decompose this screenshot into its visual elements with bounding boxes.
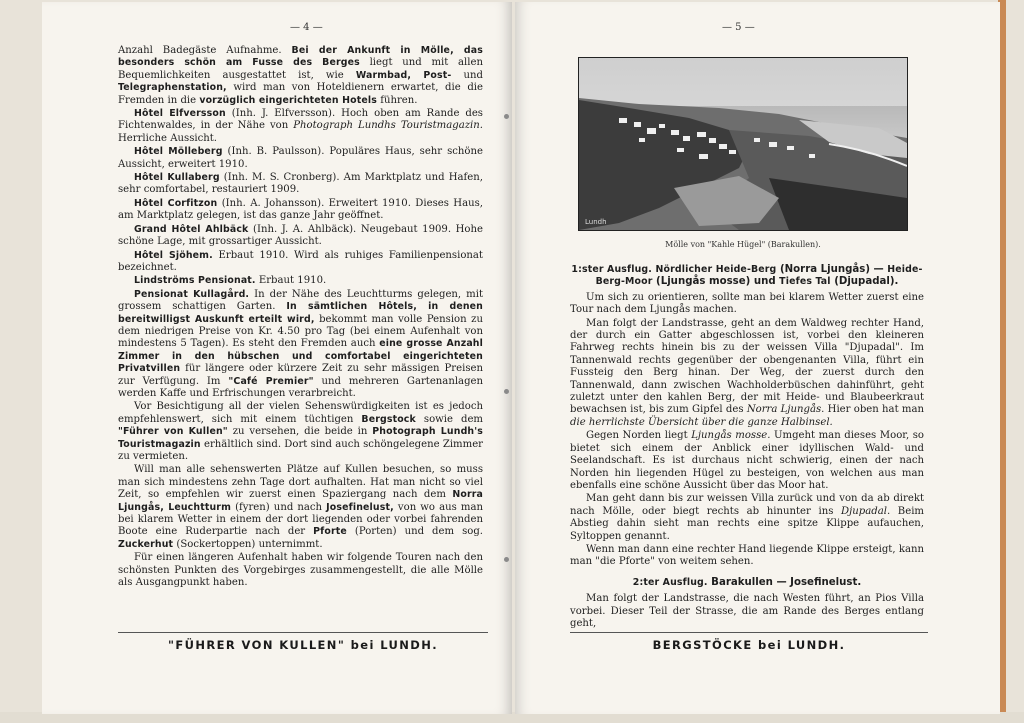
bold-text-run: Josefinelust, — [326, 501, 394, 513]
right-page — [515, 2, 1000, 714]
paragraph — [570, 593, 924, 630]
footer-advert: BERGSTÖCKE bei LUNDH. — [652, 638, 846, 652]
text-run: Anzahl Badegäste Aufnahme. — [118, 45, 292, 56]
bold-text-run: Hôtel Kullaberg — [134, 172, 220, 184]
section-heading — [570, 264, 924, 289]
bold-text-run: Zuckerhut — [118, 538, 174, 550]
text-run: Man folgt der Landstrasse, geht an dem Waldweg rechter Hand, der durch ein Gatter abgeschlossen ist, vorbei den kleineren Fahrweg rechts hinein bis zu der weissen Villa "Djupadal". Im Tannenwald rechts gegenüber der obengenanten Villa, führt ein Fussteig den Berg hinan. Der Weg, der zuerst durch den Tannenwald, dann zwischen Wachholderbüschen dahinführt, geht zuletzt unter den kahlen Berg, der mit Heide- und Blaubeerkraut bewachsen ist, bis zum Gipfel des — [570, 317, 924, 416]
text-run: Vor Besichtigung all der vielen Sehenswürdigkeiten ist es jedoch empfehlenswert, sich mit einem tüchtigen — [118, 401, 483, 425]
paragraph — [118, 552, 483, 589]
bold-text-run: Pforte — [313, 526, 347, 538]
paragraph — [570, 292, 924, 317]
italic-text-run: die herrlichste Übersicht über die ganze Halbinsel. — [570, 416, 833, 428]
paragraph — [118, 45, 483, 107]
italic-text-run: Norra Ljungås. — [746, 404, 825, 416]
svg-text:Lundh: Lundh — [585, 218, 607, 226]
paragraph — [118, 275, 483, 287]
paragraph — [570, 493, 924, 543]
right-text-column — [570, 264, 924, 631]
section-heading — [570, 577, 924, 589]
italic-text-run: Djupadal. — [841, 505, 891, 517]
text-run: Um sich zu orientieren, sollte man bei klarem Wetter zuerst eine Tour nach dem Ljungås machen. — [570, 291, 924, 316]
text-run: (Sockertoppen) unternimmt. — [173, 538, 323, 550]
bold-text-run: Hôtel Mölleberg — [134, 146, 223, 158]
staple-hole — [504, 114, 509, 119]
text-run: für längere oder kürzere Zeit zu sehr mässigen Preisen zur Verfügung. Im — [118, 363, 483, 387]
text-run: zu versehen, die beide in — [227, 426, 373, 438]
text-run: von wo aus man bei klarem Wetter in einem der dort liegenden oder vorbei fahrenden Boote eine Ruderpartie nach der — [118, 501, 483, 538]
landscape-photo — [578, 57, 908, 231]
bold-text-run: Hôtel Sjöhem. — [134, 249, 213, 261]
text-run: (Inh. M. S. Cronberg). Am Marktplatz und Hafen, sehr comfortabel, restauriert 1909. — [118, 172, 483, 196]
bold-text-run: Nördlicher Heide-Berg — [655, 264, 777, 275]
bold-text-run: "Café Premier" — [228, 375, 314, 387]
text-run: Wenn man dann eine rechter Hand liegende Klippe ersteigt, kann man "die Pforte" von weitem sehen. — [570, 543, 924, 568]
text-run: Herrliche Aussicht. — [118, 132, 218, 144]
text-run: (Norra Ljungås) — — [776, 264, 888, 275]
paragraph — [570, 318, 924, 430]
text-run: Will man alle sehenswerten Plätze auf Kullen besuchen, so muss man sich mindestens zehn Tage dort aufhalten. Hat man nicht so viel Zeit, so empfehlen wir zuerst einen Spaziergang nach dem — [118, 464, 483, 501]
bold-text-run: In sämtlichen Hôtels, in denen bereitwilligst Auskunft erteilt wird, — [118, 301, 483, 325]
staple-hole — [504, 389, 509, 394]
text-run: Gegen Norden liegt — [586, 430, 692, 442]
bold-text-run: Bei der Ankunft in Mölle, das besonders schön am Fusse des Berges — [118, 45, 483, 69]
text-run: (Inh. J. Elfversson). Hoch oben am Rande des Fichtenwaldes, in der Nähe von — [118, 108, 483, 132]
text-run: und — [451, 69, 483, 81]
page-number: — 4 — — [290, 22, 323, 33]
bold-text-run: Bergstock — [361, 413, 416, 425]
text-run: Man folgt der Landstrasse, die nach Westen führt, an Pios Villa vorbei. Dieser Teil der Strasse, die am Rande des Berges entlang geht, — [570, 593, 924, 629]
text-run: (Porten) und dem sog. — [346, 526, 483, 538]
left-page — [42, 2, 512, 714]
bold-text-run: Lindströms Pensionat. — [134, 275, 256, 287]
paragraph — [118, 146, 483, 171]
photo-caption: Mölle von "Kahle Hügel" (Barakullen). — [665, 240, 821, 249]
text-run: Umgeht man dieses Moor, so bietet sich einem der Anblick einer idyllischen Wald- und Seelandschaft. Es ist durchaus nicht schwierig, einen der nach Norden hin liegenden Hügel zu besteigen, von welchen aus man ebenfalls eine schöne Aussicht über das Moor hat. — [570, 430, 924, 491]
bold-text-run: 2:ter Ausflug. — [632, 576, 708, 588]
staple-hole — [504, 557, 509, 562]
text-run: wird man von Hoteldienern erwartet, die die Fremden in die — [118, 82, 483, 106]
bold-text-run: Norra Ljungås, Leuchtturm — [118, 489, 483, 513]
text-run: Erbaut 1910. — [255, 275, 327, 287]
text-run: liegt und mit allen Bequemlichkeiten ausgestattet ist, wie — [118, 57, 483, 81]
bold-text-run: Tiefes Tal — [779, 276, 831, 288]
text-run: (Inh. A. Johansson). Erweitert 1910. Dieses Haus, am Marktplatz gelegen, ist das ganze Jahr geöffnet. — [118, 197, 483, 222]
bold-text-run: eine grosse Anzahl Zimmer in den hübschen und comfortabel eingerichteten Privatvillen — [118, 338, 483, 375]
paragraph — [570, 430, 924, 492]
footer-rule — [570, 632, 928, 633]
text-run: Barakullen — Josefinelust. — [707, 576, 862, 588]
bold-text-run: Pensionat Kullagård. — [134, 288, 250, 300]
photo-illustration — [579, 58, 907, 230]
page-number: — 5 — — [722, 22, 755, 33]
text-run: In der Nähe des Leuchtturms gelegen, mit grossem schattigen Garten. — [118, 288, 483, 313]
italic-text-run: Photograph Lundhs Touristmagazin. — [293, 120, 483, 132]
text-run: Für einen längeren Aufenhalt haben wir folgende Touren nach den schönsten Punkten des Vorgebirges zusammengestellt, die alle Mölle als Ausgangpunkt haben. — [118, 552, 483, 589]
text-run: (Ljungås mosse) und — [652, 276, 780, 288]
text-run: sowie dem — [415, 413, 483, 425]
text-run: bekommt man volle Pension zu dem niedrigen Preise von Kr. 4.50 pro Tag (bei einem Aufenhalt von mindestens 5 Tagen). Es steht den Fremden auch — [118, 313, 483, 350]
text-run: und mehreren Gartenanlagen werden Kaffe und Erfrischungen verarbreicht. — [118, 375, 484, 399]
bold-text-run: Hôtel Elfversson — [134, 108, 226, 120]
bold-text-run: "Führer von Kullen" — [118, 426, 228, 438]
paragraph — [118, 401, 483, 463]
paragraph — [118, 250, 483, 275]
bold-text-run: Hôtel Corfitzon — [134, 197, 218, 209]
text-run: (fyren) und nach — [231, 501, 327, 513]
paragraph — [118, 289, 483, 401]
bold-text-run: Heide-Berg-Moor — [595, 264, 923, 288]
text-run: Erbaut 1910. Wird als ruhiges Familienpensionat bezeichnet. — [118, 249, 483, 273]
text-run: führen. — [377, 94, 418, 106]
text-run: Beim Abstieg dahin sieht man rechts eine spitze Klippe aufauchen, Syltoppen genannt. — [570, 505, 924, 542]
left-text-column — [118, 45, 483, 590]
bold-text-run: Warmbad, Post- — [355, 69, 452, 81]
text-run: Man geht dann bis zur weissen Villa zurück und von da ab direkt nach Mölle, oder biegt rechts ab hinunter ins — [570, 493, 924, 517]
paragraph — [118, 172, 483, 197]
paragraph — [118, 198, 483, 223]
paragraph — [570, 544, 924, 569]
text-run: (Inh. B. Paulsson). Populäres Haus, sehr schöne Aussicht, erweitert 1910. — [118, 146, 483, 170]
bold-text-run: 1:ster Ausflug. — [571, 264, 652, 275]
paragraph — [118, 108, 483, 145]
bold-text-run: Photograph Lundh's Touristmagazin — [118, 426, 484, 450]
text-run: Hier oben hat man — [824, 404, 924, 416]
bold-text-run: Grand Hôtel Ahlbäck — [134, 223, 249, 235]
footer-rule — [118, 632, 488, 633]
footer-advert: "FÜHRER VON KULLEN" bei LUNDH. — [167, 638, 439, 652]
paragraph — [118, 464, 483, 551]
paragraph — [118, 224, 483, 249]
text-run: erhältlich sind. Dort sind auch schöngelegene Zimmer zu vermieten. — [118, 438, 483, 462]
bold-text-run: Telegraphenstation, — [118, 82, 227, 94]
text-run: (Inh. J. A. Ahlbäck). Neugebaut 1909. Hohe schöne Lage, mit grossartiger Aussicht. — [118, 223, 483, 248]
text-run: (Djupadal). — [830, 276, 899, 288]
italic-text-run: Ljungås mosse. — [691, 430, 771, 442]
bold-text-run: vorzüglich eingerichteten Hotels — [199, 94, 377, 106]
